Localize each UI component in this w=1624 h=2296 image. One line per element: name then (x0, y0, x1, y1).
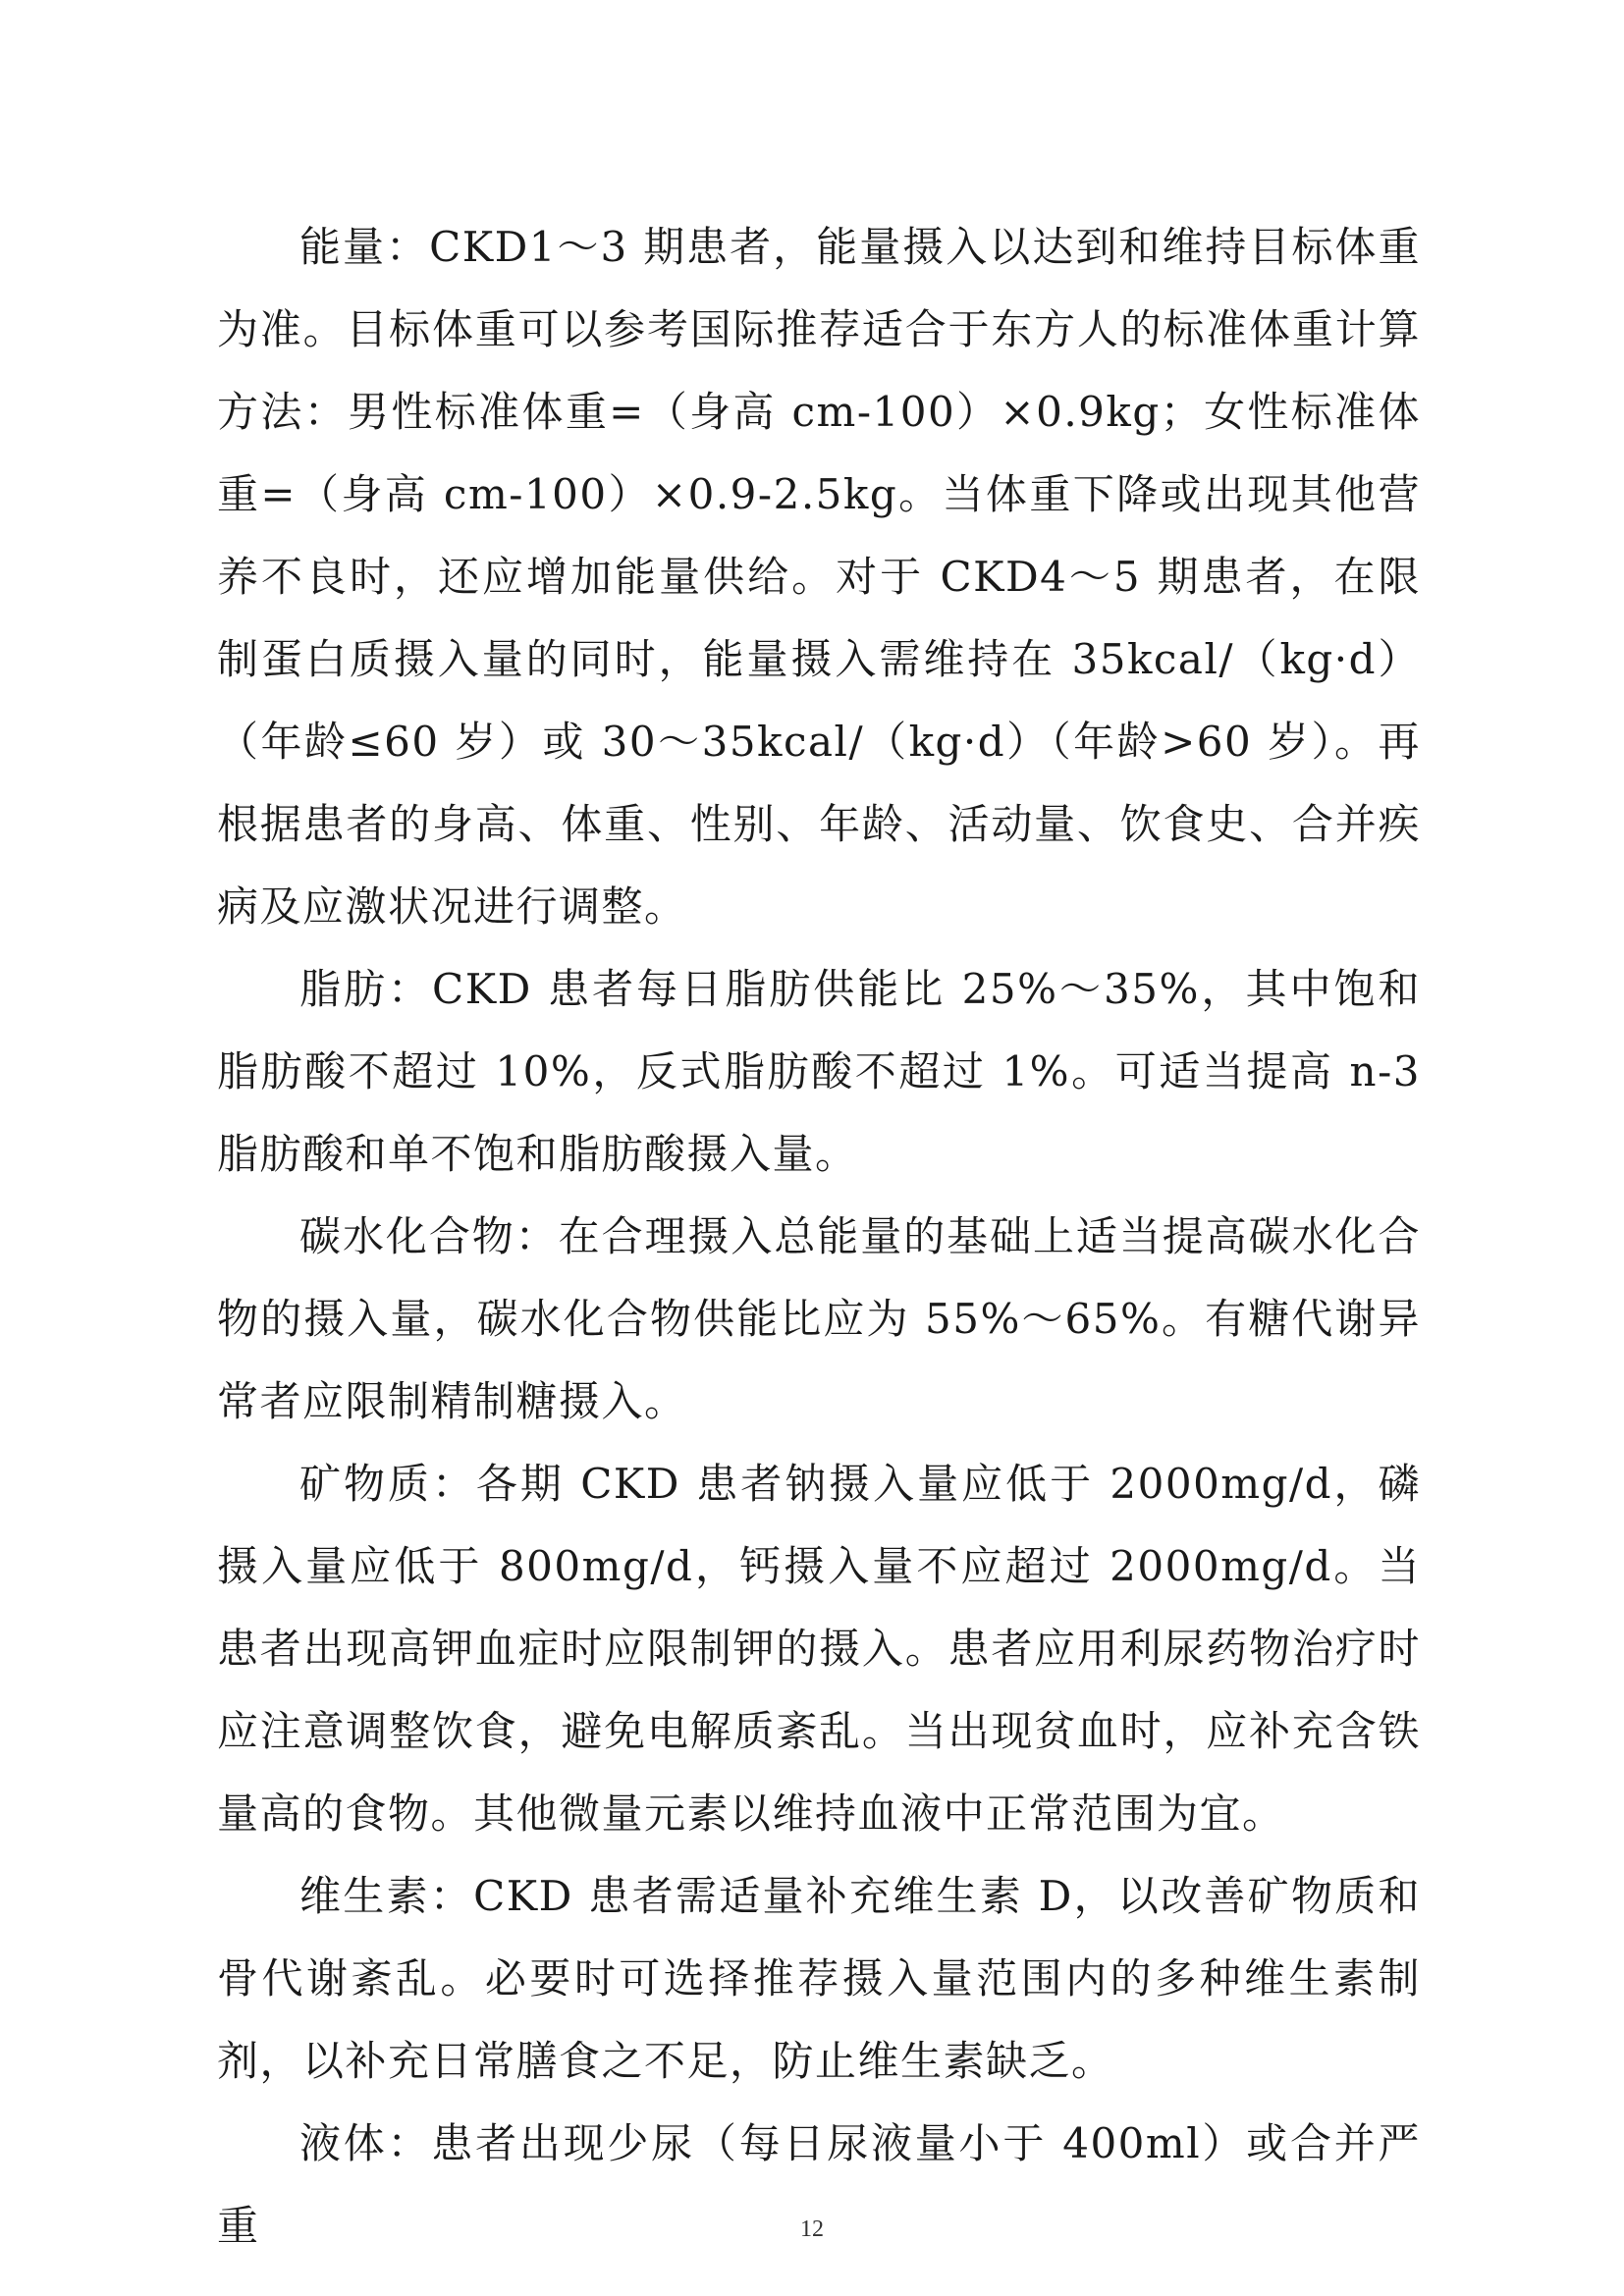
paragraph-energy: 能量：CKD1～3 期患者，能量摄入以达到和维持目标体重为准。目标体重可以参考国际推荐适合于东方人的标准体重计算方法：男性标准体重=（身高 cm-100）×0.9kg；女性标准体重=（身高 cm-100）×0.9-2.5kg。当体重下降或出现其他营养不良时，还应增加能量供给。对于 CKD4～5 期患者，在限制蛋白质摄入量的同时，能量摄入需维持在 35kcal/（kg·d）（年龄≤60 岁）或 30～35kcal/（kg·d）（年龄>60 岁）。再根据患者的身高、体重、性别、年龄、活动量、饮食史、合并疾病及应激状况进行调整。 (217, 223, 1421, 931)
paragraph-fat: 脂肪：CKD 患者每日脂肪供能比 25%～35%，其中饱和脂肪酸不超过 10%，反式脂肪酸不超过 1%。可适当提高 n-3 脂肪酸和单不饱和脂肪酸摄入量。 (217, 965, 1421, 1178)
paragraph-minerals: 矿物质：各期 CKD 患者钠摄入量应低于 2000mg/d，磷摄入量应低于 800mg/d，钙摄入量不应超过 2000mg/d。当患者出现高钾血症时应限制钾的摄入。患者应用利尿药物治疗时应注意调整饮食，避免电解质紊乱。当出现贫血时，应补充含铁量高的食物。其他微量元素以维持血液中正常范围为宜。 (217, 1460, 1421, 1838)
body-text (217, 206, 1421, 2268)
paragraph-carbohydrate: 碳水化合物：在合理摄入总能量的基础上适当提高碳水化合物的摄入量，碳水化合物供能比应为 55%～65%。有糖代谢异常者应限制精制糖摄入。 (217, 1212, 1421, 1425)
page-number: 12 (800, 2216, 824, 2242)
paragraph-fluids: 液体：患者出现少尿（每日尿液量小于 400ml）或合并严重 (217, 2119, 1421, 2250)
paragraph-vitamins: 维生素：CKD 患者需适量补充维生素 D，以改善矿物质和骨代谢紊乱。必要时可选择推荐摄入量范围内的多种维生素制剂，以补充日常膳食之不足，防止维生素缺乏。 (217, 1872, 1421, 2085)
